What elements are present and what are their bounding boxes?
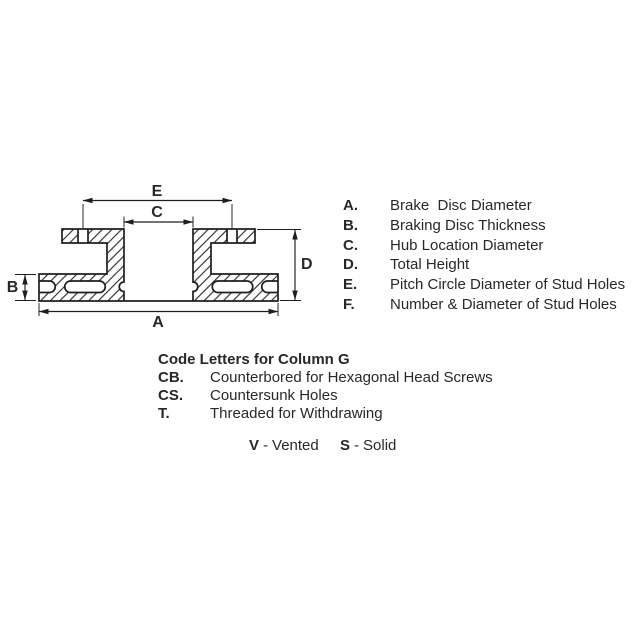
legend-key: F. — [343, 295, 355, 313]
legend-item-d — [343, 255, 625, 275]
code-key: CB. — [158, 368, 184, 386]
code-desc: Counterbored for Hexagonal Head Screws — [210, 368, 493, 386]
legend-key: B. — [343, 217, 358, 235]
dimension-legend — [343, 196, 625, 314]
dim-label-a: A — [152, 314, 164, 331]
dim-label-c: C — [151, 204, 163, 221]
code-key: CS. — [158, 386, 184, 404]
legend-desc: Pitch Circle Diameter of Stud Holes — [390, 276, 626, 294]
legend-desc: Braking Disc Thickness — [390, 217, 546, 235]
type-code-desc: Solid — [363, 437, 397, 454]
legend-key: A. — [343, 197, 358, 215]
legend-key: E. — [343, 276, 358, 294]
type-code-vented — [249, 437, 319, 454]
code-letter-item-cs — [158, 386, 493, 404]
code-letters-section — [158, 350, 493, 422]
dim-label-e: E — [151, 183, 163, 200]
legend-desc: Number & Diameter of Stud Holes — [390, 295, 617, 313]
type-code-separator: - — [354, 437, 360, 454]
legend-item-b — [343, 216, 625, 236]
type-code-key: S — [340, 437, 351, 454]
legend-desc: Brake Disc Diameter — [390, 197, 532, 215]
legend-item-f — [343, 294, 625, 314]
type-code-desc: Vented — [272, 437, 319, 454]
legend-item-c — [343, 235, 625, 255]
code-letters-title: Code Letters for Column G — [158, 350, 350, 368]
legend-desc: Total Height — [390, 256, 470, 274]
legend-item-e — [343, 275, 625, 295]
code-key: T. — [158, 404, 170, 422]
dim-label-d: D — [301, 256, 313, 273]
type-code-separator: - — [263, 437, 269, 454]
type-code-key: V — [249, 437, 260, 454]
type-code-solid — [340, 437, 396, 454]
legend-desc: Hub Location Diameter — [390, 236, 544, 254]
code-letter-item-t — [158, 404, 493, 422]
legend-key: D. — [343, 256, 358, 274]
code-desc: Threaded for Withdrawing — [210, 404, 383, 422]
legend-key: C. — [343, 236, 358, 254]
code-letter-item-cb — [158, 368, 493, 386]
legend-item-a — [343, 196, 625, 216]
dim-label-b: B — [6, 279, 19, 296]
code-desc: Countersunk Holes — [210, 386, 338, 404]
disc-section-hatching — [39, 229, 278, 301]
